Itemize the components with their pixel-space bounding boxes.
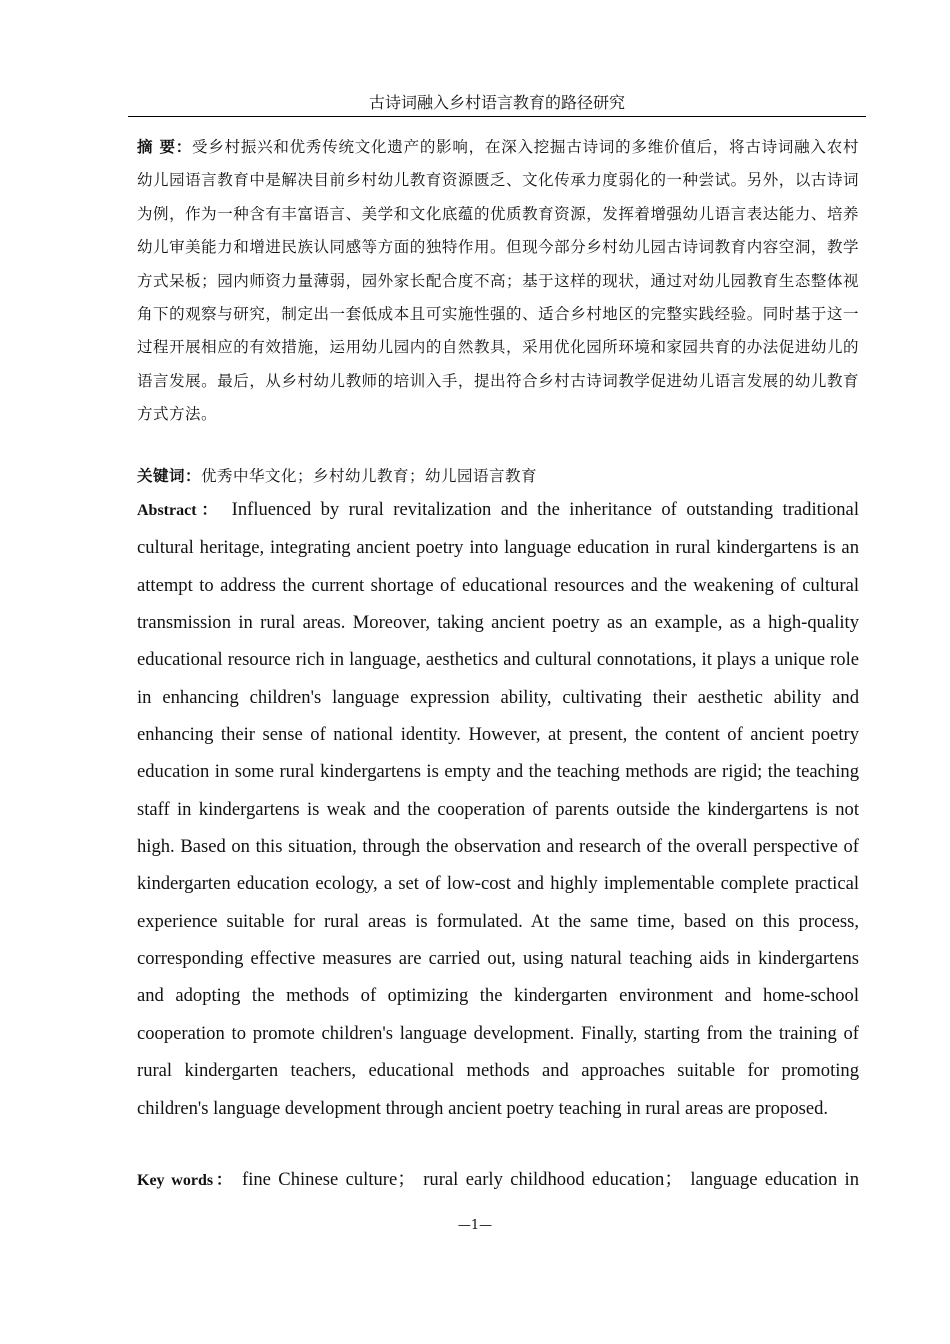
chinese-keywords-text: 优秀中华文化；乡村幼儿教育；幼儿园语言教育 [201,467,538,485]
chinese-abstract [137,130,859,432]
english-keywords-label: Key words： [137,1172,235,1189]
english-keywords [137,1164,859,1197]
running-header-title: 古诗词融入乡村语言教育的路径研究 [128,92,866,117]
chinese-keywords-label: 关键词： [137,466,202,485]
page-number: —1— [457,1218,493,1233]
english-abstract [137,491,859,1127]
chinese-keywords [137,464,859,488]
english-abstract-label: Abstract： [137,502,223,519]
english-keywords-text: fine Chinese culture； rural early childhood education； language education in [242,1169,859,1190]
english-abstract-text: Influenced by rural revitalization and the inheritance of outstanding traditional cultural heritage, integrating ancient poetry into language education in rural kindergartens is an attempt to address the current shortage of educational resources and the weakening of cultural transmission in rural areas. Moreover, taking ancient poetry as an example, as a high-quality educational resource rich in language, aesthetics and cultural connotations, it plays a unique role in enhancing children's language expression ability, cultivating their aesthetic ability and enhancing their sense of national identity. However, at present, the content of ancient poetry education in some rural kindergartens is empty and the teaching methods are rigid; the teaching staff in kindergartens is weak and the cooperation of parents outside the kindergartens is not high. Based on this situation, through the observation and research of the overall perspective of kindergarten education ecology, a set of low-cost and highly implementable complete practical experience suitable for rural areas is formulated. At the same time, based on this process, corresponding effective measures are carried out, using natural teaching aids in kindergartens and adopting the methods of optimizing the kindergarten environment and home-school cooperation to promote children's language development. Finally, starting from the training of rural kindergarten teachers, educational methods and approaches suitable for promoting children's language development through ancient poetry teaching in rural areas are proposed. [137,499,859,1119]
chinese-abstract-label: 摘 要： [137,137,192,156]
chinese-abstract-text: 受乡村振兴和优秀传统文化遗产的影响，在深入挖掘古诗词的多维价值后，将古诗词融入农村幼儿园语言教育中是解决目前乡村幼儿教育资源匮乏、文化传承力度弱化的一种尝试。另外，以古诗词为例，作为一种含有丰富语言、美学和文化底蕴的优质教育资源，发挥着增强幼儿语言表达能力、培养幼儿审美能力和增进民族认同感等方面的独特作用。但现今部分乡村幼儿园古诗词教育内容空洞，教学方式呆板；园内师资力量薄弱，园外家长配合度不高；基于这样的现状，通过对幼儿园教育生态整体视角下的观察与研究，制定出一套低成本且可实施性强的、适合乡村地区的完整实践经验。同时基于这一过程开展相应的有效措施，运用幼儿园内的自然教具，采用优化园所环境和家园共育的办法促进幼儿的语言发展。最后，从乡村幼儿教师的培训入手，提出符合乡村古诗词教学促进幼儿语言发展的幼儿教育方式方法。 [137,138,859,424]
